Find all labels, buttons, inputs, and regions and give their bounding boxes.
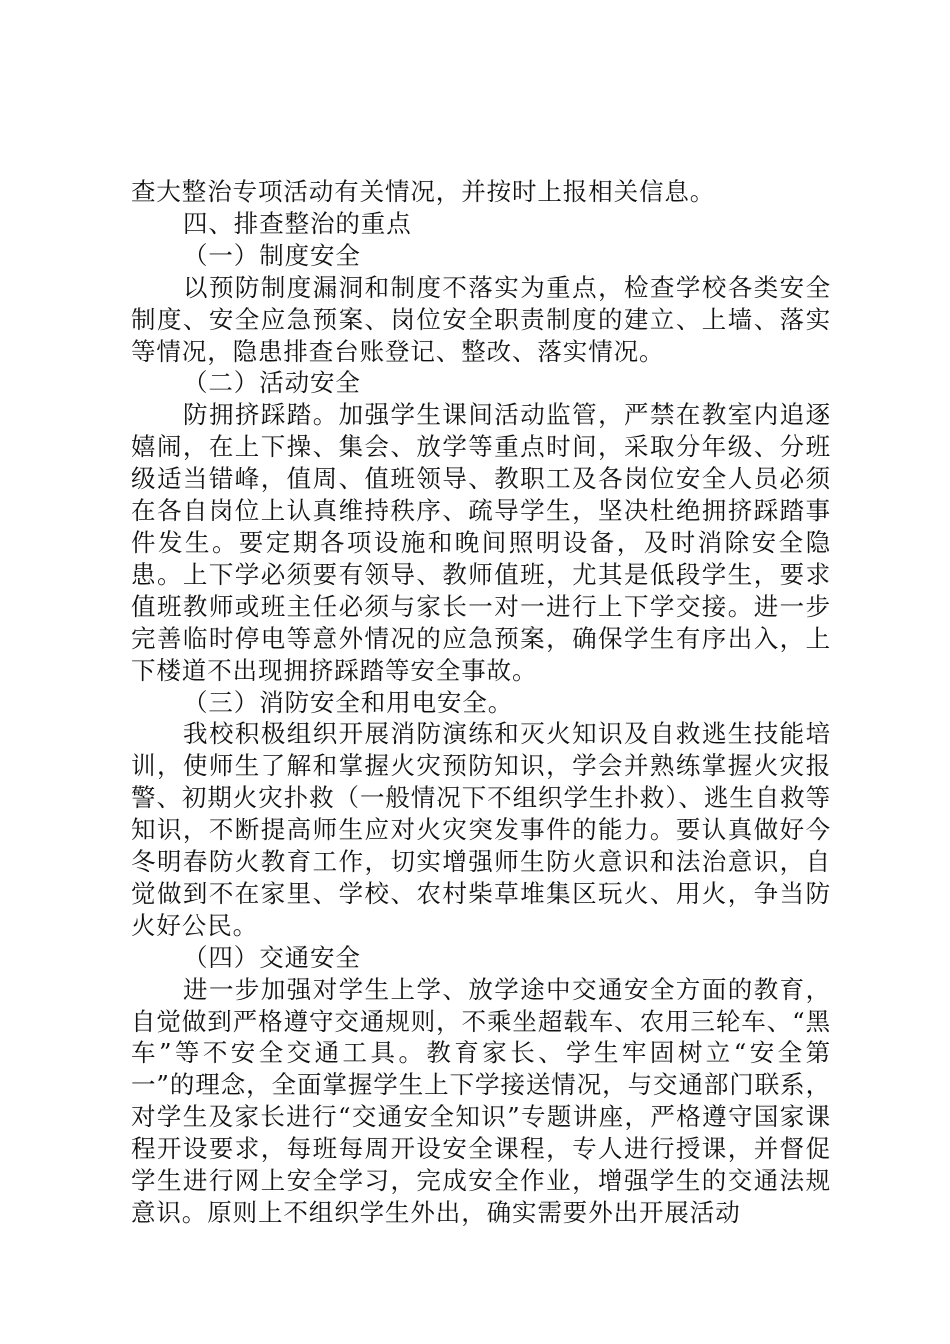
document-body bbox=[131, 176, 831, 1229]
subheading-fire-electric-safety: （三）消防安全和用电安全。 bbox=[183, 687, 514, 717]
section-heading: 四、排查整治的重点 bbox=[183, 208, 412, 238]
paragraph-traffic-safety: 进一步加强对学生上学、放学途中交通安全方面的教育，自觉做到严格遵守交通规则，不乘坐超载车、农用三轮车、“黑车”等不安全交通工具。教育家长、学生牢固树立“安全第一”的理念，全面掌握学生上下学接送情况，与交通部门联系，对学生及家长进行“交通安全知识”专题讲座，严格遵守国家课程开设要求，每班每周开设安全课程，专人进行授课，并督促学生进行网上安全学习，完成安全作业，增强学生的交通法规意识。原则上不组织学生外出，确实需要外出开展活动 bbox=[131, 974, 831, 1227]
paragraph-continued: 查大整治专项活动有关情况，并按时上报相关信息。 bbox=[131, 177, 716, 206]
subheading-activity-safety: （二）活动安全 bbox=[183, 368, 361, 398]
subheading-system-safety: （一）制度安全 bbox=[183, 240, 361, 270]
subheading-traffic-safety: （四）交通安全 bbox=[183, 942, 361, 972]
paragraph-fire-electric-safety: 我校积极组织开展消防演练和灭火知识及自救逃生技能培训，使师生了解和掌握火灾预防知识，学会并熟练掌握火灾报警、初期火灾扑救（一般情况下不组织学生扑救）、逃生自救等知识，不断提高师生应对火灾突发事件的能力。要认真做好今冬明春防火教育工作，切实增强师生防火意识和法治意识，自觉做到不在家里、学校、农村柴草堆集区玩火、用火，争当防火好公民。 bbox=[131, 719, 831, 940]
paragraph-system-safety: 以预防制度漏洞和制度不落实为重点，检查学校各类安全制度、安全应急预案、岗位安全职责制度的建立、上墙、落实等情况，隐患排查台账登记、整改、落实情况。 bbox=[131, 272, 831, 366]
paragraph-activity-safety: 防拥挤踩踏。加强学生课间活动监管，严禁在教室内追逐嬉闹，在上下操、集会、放学等重点时间，采取分年级、分班级适当错峰，值周、值班领导、教职工及各岗位安全人员必须在各自岗位上认真维持秩序、疏导学生，坚决杜绝拥挤踩踏事件发生。要定期各项设施和晚间照明设备，及时消除安全隐患。上下学必须要有领导、教师值班，尤其是低段学生，要求值班教师或班主任必须与家长一对一进行上下学交接。进一步完善临时停电等意外情况的应急预案，确保学生有序出入，上下楼道不出现拥挤踩踏等安全事故。 bbox=[131, 400, 831, 685]
